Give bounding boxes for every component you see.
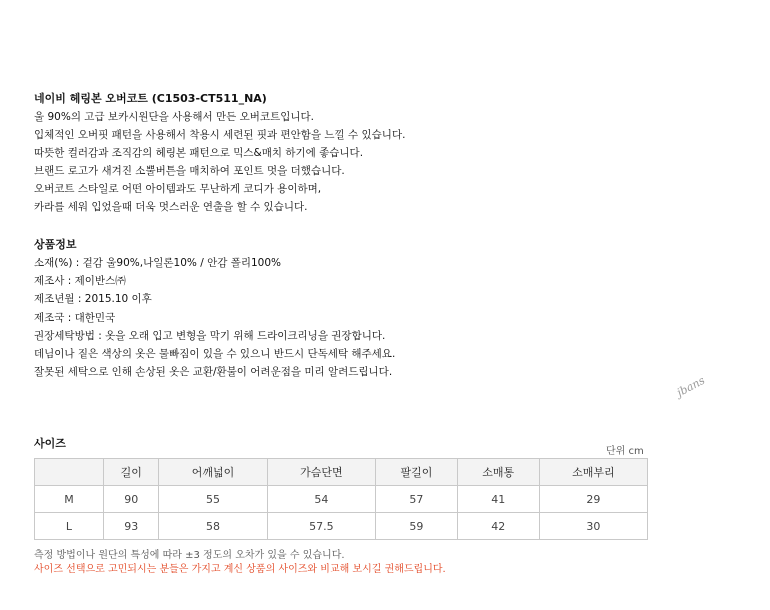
table-cell: 93: [104, 513, 159, 540]
table-row: [35, 513, 648, 540]
product-info-title: 상품정보: [34, 238, 77, 251]
header-cell: 어깨넓이: [159, 459, 267, 486]
size-label: M: [35, 486, 104, 513]
product-info: [34, 236, 734, 381]
table-cell: 59: [375, 513, 457, 540]
size-section-title: 사이즈: [34, 437, 66, 450]
header-cell: 소매통: [457, 459, 539, 486]
description-line: 카라를 세워 입었을때 더욱 멋스러운 연출을 할 수 있습니다.: [34, 201, 308, 213]
table-cell: 30: [539, 513, 647, 540]
product-title: 네이비 헤링본 오버코트 (C1503-CT511_NA): [34, 92, 267, 105]
table-cell: 54: [267, 486, 375, 513]
brand-watermark: jbans: [674, 373, 708, 400]
size-note: 측정 방법이나 원단의 특성에 따라 ±3 정도의 오차가 있을 수 있습니다.: [34, 550, 345, 561]
description-line: 입체적인 오버핏 패턴을 사용해서 착용시 세련된 핏과 편안함을 느낄 수 있습니다.: [34, 129, 406, 141]
size-table: [34, 458, 648, 540]
info-material: 소재(%) : 겉감 울90%,나일론10% / 안감 폴리100%: [34, 257, 282, 269]
info-washing-warning: 잘못된 세탁으로 인해 손상된 옷은 교환/환불이 어려운점을 미리 알려드립니다.: [34, 366, 393, 379]
info-manufacturer: 제조사 : 제이반스㈜: [34, 275, 126, 288]
header-cell: 소매부리: [539, 459, 647, 486]
product-description: [34, 90, 734, 216]
size-advice-note: 사이즈 선택으로 고민되시는 분들은 가지고 계신 상품의 사이즈와 비교해 보시길 권해드립니다.: [34, 564, 446, 575]
header-cell: [35, 459, 104, 486]
table-row: [35, 486, 648, 513]
size-label: L: [35, 513, 104, 540]
table-cell: 55: [159, 486, 267, 513]
table-cell: 58: [159, 513, 267, 540]
description-line: 오버코트 스타일로 어떤 아이템과도 무난하게 코디가 용이하며,: [34, 183, 322, 195]
info-manufacture-date: 제조년월 : 2015.10 이후: [34, 293, 152, 306]
description-line: 브랜드 로고가 새겨진 소뿔버튼을 매치하여 포인트 멋을 더했습니다.: [34, 165, 345, 177]
table-cell: 41: [457, 486, 539, 513]
header-cell: 길이: [104, 459, 159, 486]
table-cell: 42: [457, 513, 539, 540]
description-line: 울 90%의 고급 보카시원단을 사용해서 만든 오버코트입니다.: [34, 111, 314, 123]
description-line: 따뜻한 컬러감과 조직감의 헤링본 패턴으로 믹스&매치 하기에 좋습니다.: [34, 147, 364, 159]
header-cell: 팔길이: [375, 459, 457, 486]
info-country: 제조국 : 대한민국: [34, 311, 116, 324]
table-cell: 57: [375, 486, 457, 513]
info-washing-note: 데님이나 짙은 색상의 옷은 물빠짐이 있을 수 있으니 반드시 단독세탁 해주세요.: [34, 348, 396, 361]
table-cell: 57.5: [267, 513, 375, 540]
table-cell: 29: [539, 486, 647, 513]
info-washing: 권장세탁방법 : 옷을 오래 입고 변형을 막기 위해 드라이크리닝을 권장합니다.: [34, 329, 386, 342]
size-table-header: [35, 459, 648, 486]
size-unit: 단위 cm: [606, 446, 644, 457]
table-cell: 90: [104, 486, 159, 513]
header-cell: 가슴단면: [267, 459, 375, 486]
